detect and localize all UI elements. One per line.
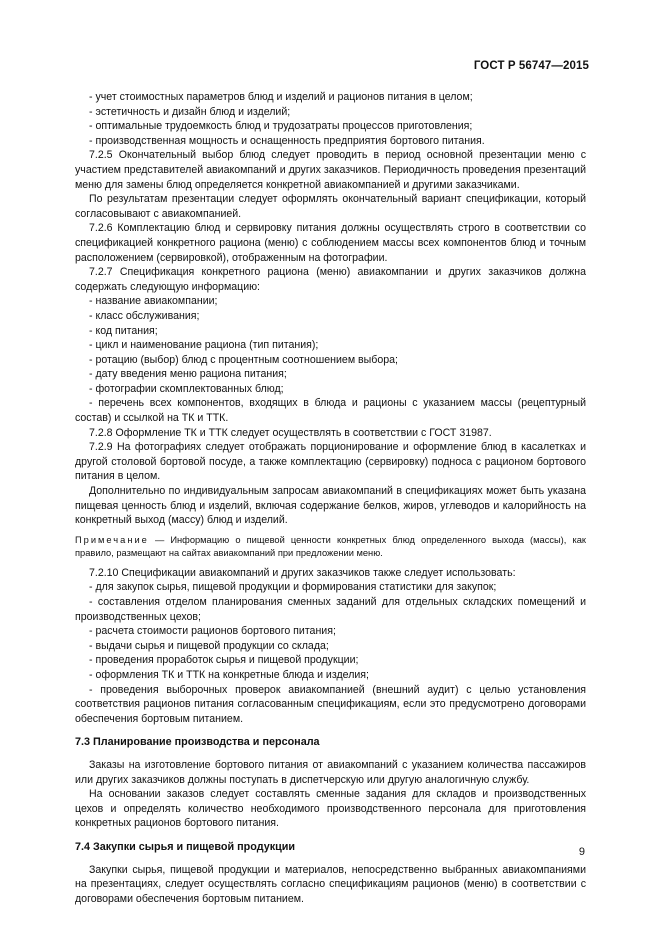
list-item: - фотографии скомплектованных блюд; (89, 382, 284, 395)
paragraph: Заказы на изготовление бортового питания от авиакомпаний с указанием количества пассажиров или других заказчиков должны поступать в диспетчерскую или другую аналогичную службу. (75, 758, 586, 786)
list-item: - оформления ТК и ТТК на конкретные блюда и изделия; (89, 668, 369, 681)
list-item: - код питания; (89, 324, 158, 337)
paragraph-7-2-7: 7.2.7 Спецификация конкретного рациона (меню) авиакомпании и других заказчиков должна содержать следующую информацию: (75, 266, 586, 293)
list-item: - ротацию (выбор) блюд с процентным соотношением выбора; (89, 353, 398, 366)
page-body (75, 90, 586, 906)
document-code: ГОСТ Р 56747—2015 (473, 60, 589, 72)
note (75, 534, 586, 560)
page-number: 9 (578, 846, 585, 858)
paragraph: Дополнительно по индивидуальным запросам авиакомпаний в спецификациях может быть указана пищевая ценность блюд и изделий, включая содержание белков, жиров, углеводов и калорийность на конкретный выход (массу) блюд и изделий. (75, 485, 586, 527)
list-item: - расчета стоимости рационов бортового питания; (89, 625, 336, 638)
list-item: - составления отделом планирования сменных заданий для отдельных складских помещений и производственных цехов; (75, 596, 586, 623)
list-item: - эстетичность и дизайн блюд и изделий; (89, 105, 291, 118)
list-item: - для закупок сырья, пищевой продукции и формирования статистики для закупок; (89, 581, 497, 594)
section-heading-7-3: 7.3 Планирование производства и персонала (75, 736, 320, 749)
list-item: - класс обслуживания; (89, 309, 200, 322)
list-item: - проведения выборочных проверок авиакомпанией (внешний аудит) с целью установления соответствия рационов питания согласованным спецификациям, если это предусмотрено договорами обеспечения бортовым питанием. (75, 683, 586, 725)
note-text: — Информацию о пищевой ценности конкретных блюд определенного выхода (массы), как правило, размещают на сайтах авиакомпаний при предложении меню. (75, 534, 586, 558)
paragraph: На основании заказов следует составлять сменные задания для складов и производственных цехов и определять количество необходимого производственного персонала для приготовления конкретных рационов бортового питания. (75, 788, 586, 830)
paragraph: По результатам презентации следует оформлять окончательный вариант спецификации, который согласовывают с авиакомпанией. (75, 193, 586, 220)
note-label: Примечание (75, 534, 149, 545)
paragraph-7-2-9: 7.2.9 На фотографиях следует отображать порционирование и оформление блюд в касалетках и другой столовой бортовой посуде, а также комплектацию (сервировку) подноса с рационом бортового питания в целом. (75, 441, 586, 483)
section-heading-7-4: 7.4 Закупки сырья и пищевой продукции (75, 840, 296, 853)
list-item: - учет стоимостных параметров блюд и изделий и рационов питания в целом; (89, 91, 473, 103)
list-item: - проведения проработок сырья и пищевой продукции; (89, 654, 359, 667)
list-item: - выдачи сырья и пищевой продукции со склада; (89, 639, 329, 652)
paragraph-7-2-5: 7.2.5 Окончательный выбор блюд следует проводить в период основной презентации меню с участием представителей авиакомпаний и других заказчиков. Периодичность проведения презентаций меню для замены блюд определяется конкретной авиакомпанией и другими заказчиками. (75, 149, 586, 191)
paragraph-7-2-6: 7.2.6 Комплектацию блюд и сервировку питания должны осуществлять строго в соответствии со спецификацией конкретного рациона (меню) с соблюдением массы всех компонентов блюд и точным расположением (сервировкой), отображенным на фотографии. (75, 222, 586, 264)
list-item: - цикл и наименование рациона (тип питания); (89, 339, 319, 352)
paragraph-7-2-8: 7.2.8 Оформление ТК и ТТК следует осуществлять в соответствии с ГОСТ 31987. (89, 426, 492, 439)
list-item: - дату введения меню рациона питания; (89, 368, 287, 381)
list-item: - оптимальные трудоемкость блюд и трудозатраты процессов приготовления; (89, 120, 473, 133)
list-item: - название авиакомпании; (89, 295, 218, 308)
paragraph-7-2-10: 7.2.10 Спецификации авиакомпаний и других заказчиков также следует использовать: (89, 566, 516, 579)
list-item: - производственная мощность и оснащенность предприятия бортового питания. (89, 134, 485, 147)
list-item: - перечень всех компонентов, входящих в блюда и рационы с указанием массы (рецептурный состав) и ссылкой на ТК и ТТК. (75, 397, 586, 425)
paragraph: Закупки сырья, пищевой продукции и материалов, непосредственно выбранных авиакомпаниями на презентациях, следует осуществлять согласно спецификациям рационов (меню) в соответствии с договорами обеспечения бортовым питанием. (75, 863, 586, 905)
